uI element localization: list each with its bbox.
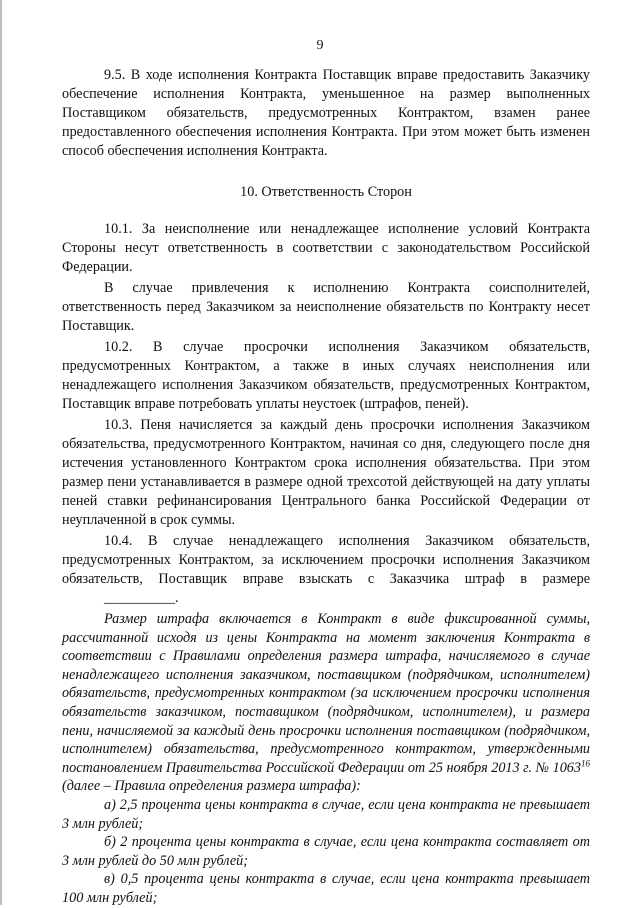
list-item-b: б) 2 процента цены контракта в случае, если цена контракта составляет от 3 млн рублей до 50 млн рублей; [62,834,590,869]
page-number: 9 [316,38,324,53]
clause-9-5: 9.5. В ходе исполнения Контракта Поставщик вправе предоставить Заказчику обеспечение исполнения Контракта, уменьшенное на размер выполненных Поставщиком обязательств, предусмотренных Контрактом, взамен ранее предоставленного обеспечения исполнения Контракта. При этом может быть изменен способ обеспечения исполнения Контракта. [62,67,590,159]
list-item-a: а) 2,5 процента цены контракта в случае, если цена контракта не превышает 3 млн рублей; [62,796,590,832]
clause-10-4-text: 10.4. В случае ненадлежащего исполнения Заказчиком обязательств, предусмотренных Контрактом, за исключением просрочки исполнения Заказчиком обязательств, Поставщик вправе взыскать с Заказчика штраф в размере [62,533,590,587]
list-item-c: в) 0,5 процента цены контракта в случае, если цена контракта превышает 100 млн рублей; [62,871,590,906]
penalty-note-tail: (далее – Правила определения размера штрафа): [62,778,361,795]
clause-10-1-subcontractors: В случае привлечения к исполнению Контракта соисполнителей, ответственность перед Заказчиком за неисполнение обязательств по Контракту несет Поставщик. [62,280,590,334]
penalty-note [62,610,590,796]
section-heading: 10. Ответственность Сторон [240,184,412,200]
footnote-ref: 16 [581,758,590,769]
document-body [62,66,590,908]
clause-10-4 [62,532,590,608]
fill-in-blank: __________. [104,590,179,606]
clause-10-3: 10.3. Пеня начисляется за каждый день просрочки исполнения Заказчиком обязательства, предусмотренного Контрактом, начиная со дня, следующего после дня истечения установленного Контрактом срока исполнения обязательства. При этом размер пени устанавливается в размере одной трехсотой действующей на дату уплаты пеней ставки рефинансирования Центрального банка Российской Федерации от неуплаченной в срок суммы. [62,417,590,528]
italic-note [62,610,590,908]
clause-10-1: 10.1. За неисполнение или ненадлежащее исполнение условий Контракта Стороны несут ответственность в соответствии с законодательством Российской Федерации. [62,221,590,275]
penalty-note-text: Размер штрафа включается в Контракт в виде фиксированной суммы, рассчитанной исходя из цены Контракта на момент заключения Контракта в соответствии с Правилами определения размера штрафа, начисляемого в случае ненадлежащего исполнения заказчиком, поставщиком (подрядчиком, исполнителем) обязательств, предусмотренных контрактом (за исключением просрочки исполнения обязательств заказчиком, поставщиком (подрядчиком, исполнителем), и размера пени, начисляемой за каждый день просрочки исполнения поставщиком (подрядчиком, исполнителем) обязательства, предусмотренного контрактом, утвержденными постановлением Правительства Российской Федерации от 25 ноября 2013 г. № 1063 [62,611,590,776]
clause-10-2: 10.2. В случае просрочки исполнения Заказчиком обязательств, предусмотренных Контрактом, а также в иных случаях неисполнения или ненадлежащего исполнения Заказчиком обязательств, предусмотренных Контрактом, Поставщик вправе потребовать уплаты неустоек (штрафов, пеней). [62,339,590,412]
page-edge [0,0,2,905]
